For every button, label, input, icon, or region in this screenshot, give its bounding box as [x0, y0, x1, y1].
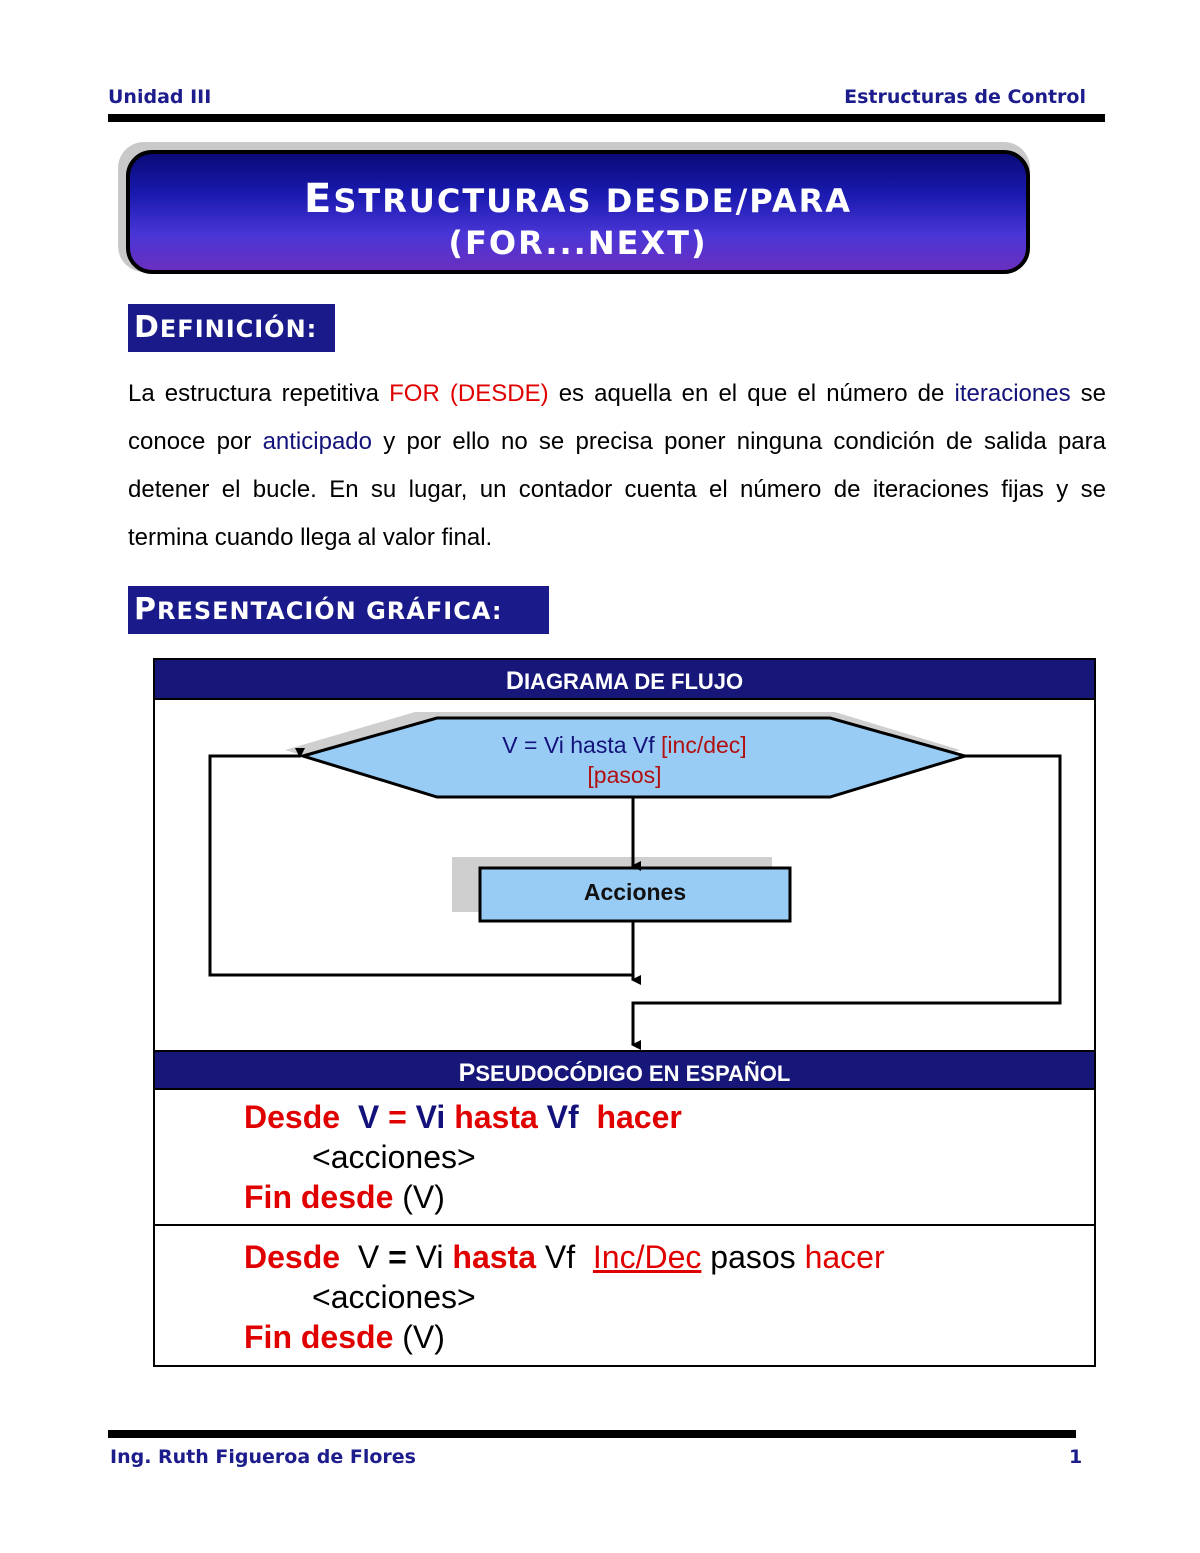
- pseudo-header: PSEUDOCÓDIGO EN ESPAÑOL: [155, 1050, 1094, 1090]
- graphic-heading: PRESENTACIÓN GRÁFICA:: [128, 586, 549, 634]
- action-label: Acciones: [583, 879, 687, 905]
- header-rule: [108, 114, 1105, 122]
- page-number: 1: [1069, 1446, 1083, 1468]
- footer-author: Ing. Ruth Figueroa de Flores: [110, 1446, 416, 1468]
- flow-header: DIAGRAMA DE FLUJO: [155, 660, 1094, 700]
- title-line-2: (FOR...NEXT): [448, 224, 708, 262]
- pseudocode-steps: Desde V = Vi hasta Vf Inc/Dec pasos hacer <acciones> Fin desde (V): [244, 1239, 885, 1355]
- definition-heading: DEFINICIÓN:: [128, 304, 335, 352]
- title-line-1: ESTRUCTURAS DESDE/PARA: [304, 176, 852, 222]
- header-unit: Unidad III: [108, 86, 212, 108]
- footer-rule: [108, 1430, 1076, 1438]
- pseudocode-basic: Desde V = Vi hasta Vf hacer <acciones> Fin desde (V): [244, 1099, 682, 1215]
- title-banner: [126, 150, 1030, 274]
- header-topic: Estructuras de Control: [844, 86, 1086, 108]
- presentation-table: [153, 658, 1096, 1367]
- pseudo-divider: [155, 1224, 1094, 1226]
- hexagon-text: V = Vi hasta Vf [inc/dec] [pasos]: [502, 732, 747, 788]
- definition-paragraph: La estructura repetitiva FOR (DESDE) es aquella en el que el número de iteraciones se conoce por anticipado y por ello no se precisa poner ninguna condición de salida para detener el bucle. En su lugar, un contador cuenta el número de iteraciones fijas y se termina cuando llega al valor final.: [128, 380, 1107, 551]
